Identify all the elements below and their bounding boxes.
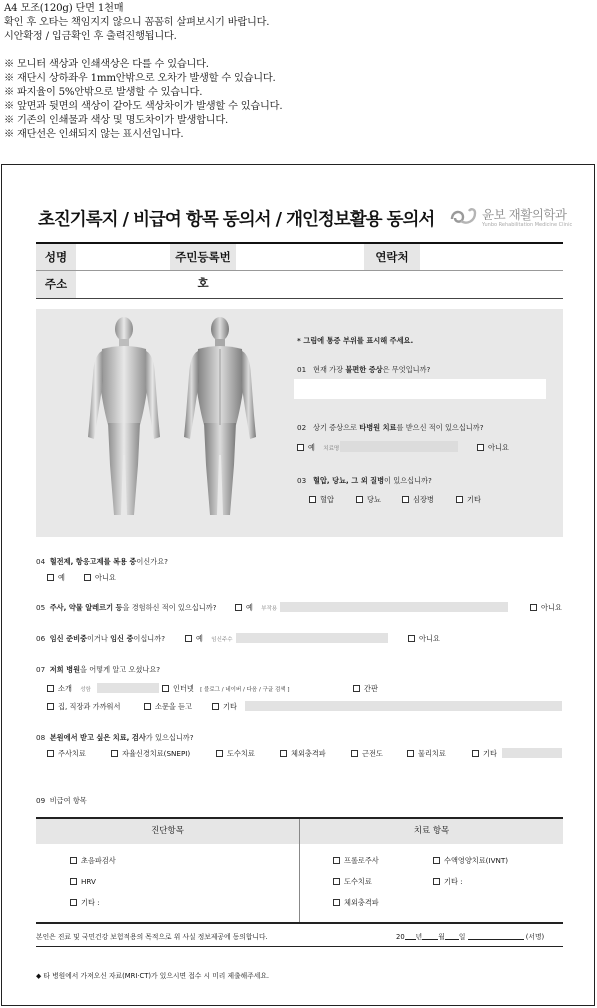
q07-internet-hint: [ 블로그 / 네이버 / 다음 / 구글 검색 ] [200, 687, 290, 693]
q07-etc-field[interactable] [245, 701, 562, 711]
q01-answer-field[interactable] [294, 379, 546, 399]
q03-number: 03 [297, 476, 307, 485]
checkbox[interactable] [408, 635, 415, 642]
q08-option-injection[interactable] [47, 749, 86, 759]
checkbox[interactable] [70, 878, 77, 885]
q07-etc-option[interactable] [212, 702, 237, 712]
diagnosis-header: 진단항목 [36, 819, 299, 844]
q07-number: 07 [36, 665, 46, 674]
q09-heading [36, 796, 87, 806]
q06-text-bold-1: 임신 준비중 [49, 634, 87, 643]
q03-question [297, 476, 432, 486]
q07-question [36, 665, 160, 675]
q02-hint: 치료명 [323, 446, 340, 452]
checkbox[interactable] [47, 750, 54, 757]
q04-yes-option[interactable] [47, 573, 65, 583]
checkbox[interactable] [47, 574, 54, 581]
q03-option-bp[interactable] [309, 495, 334, 505]
diagnosis-item[interactable] [70, 877, 96, 886]
q05-text-bold: 주사, 약물 알레르기 등 [49, 603, 123, 612]
pain-panel [36, 309, 563, 537]
treatment-item[interactable] [333, 856, 379, 866]
diagnosis-item[interactable] [70, 856, 116, 866]
q01-text-bold: 불편한 증상 [345, 365, 383, 374]
print-notes [4, 2, 282, 142]
checkbox[interactable] [70, 857, 77, 864]
option-label: 예 [58, 573, 65, 582]
clinic-logo-icon [449, 205, 479, 227]
q08-option-etc[interactable] [472, 749, 497, 759]
treatment-header: 치료 항목 [300, 819, 563, 844]
q05-no-option[interactable] [530, 603, 562, 613]
treatment-item[interactable] [433, 877, 463, 887]
option-label: 심장병 [413, 495, 434, 504]
q01-text-pre: 현재 가장 [313, 365, 346, 374]
option-label: 아니요 [541, 603, 562, 612]
footer-note: ◆ 타 병원에서 가져오신 자료(MRI·CT)가 있으시면 접수 시 미리 제출해주세요. [36, 972, 270, 980]
q09-title: 비급여 항목 [49, 796, 87, 805]
checkbox[interactable] [433, 878, 440, 885]
checkbox[interactable] [280, 750, 287, 757]
option-label: 아니요 [488, 443, 509, 452]
q07-signboard-option[interactable] [353, 684, 378, 694]
q08-text-bold: 본원에서 받고 싶은 치료, 검사 [49, 733, 146, 742]
q06-text-post: 이십니까? [133, 634, 166, 643]
q07-internet-option[interactable] [162, 684, 289, 694]
checkbox[interactable] [402, 496, 409, 503]
q02-question [297, 423, 484, 433]
option-label: 자율신경치료(SNEPI) [122, 749, 191, 758]
option-label: 집, 직장과 가까워서 [58, 702, 121, 711]
diagnosis-item[interactable] [70, 898, 100, 908]
checkbox[interactable] [216, 750, 223, 757]
panel-instruction: * 그림에 통증 부위를 표시해 주세요. [297, 336, 414, 345]
checkbox[interactable] [356, 496, 363, 503]
option-label: 도수치료 [227, 749, 255, 758]
signature-field[interactable] [468, 931, 524, 940]
q06-number: 06 [36, 634, 46, 643]
option-label: 아니요 [95, 573, 116, 582]
note-line: ※ 기존의 인쇄물과 색상 및 명도차이가 발생합니다. [4, 115, 229, 126]
option-label: 기타 [483, 749, 497, 758]
treatment-item[interactable] [433, 856, 508, 866]
option-label: 기타 : [81, 898, 100, 907]
q07-intro-name-field[interactable] [97, 683, 159, 693]
option-label: 프롤로주사 [344, 856, 379, 865]
q03-option-etc[interactable] [456, 495, 481, 505]
q06-no-option[interactable] [408, 634, 440, 644]
note-line: ※ 파지율이 5%안밖으로 발생할 수 있습니다. [4, 87, 203, 98]
q01-text-post: 은 무엇입니까? [382, 365, 431, 374]
sign-label: (서명) [525, 933, 545, 941]
q02-no-option[interactable] [477, 443, 509, 453]
q02-text-pre: 상기 증상으로 [313, 423, 360, 432]
q08-question [36, 733, 194, 743]
checkbox[interactable] [47, 703, 54, 710]
q04-text-post: 이신가요? [136, 557, 168, 566]
clinic-name: 윤보 재활의학과 [482, 207, 567, 222]
q08-option-manual[interactable] [216, 749, 255, 759]
option-label: 예 [246, 603, 253, 612]
treatment-item[interactable] [333, 877, 372, 887]
option-label: 체외충격파 [344, 898, 379, 907]
option-label: 소문을 듣고 [155, 702, 193, 711]
option-label: HRV [81, 877, 96, 886]
option-label: 인터넷 [173, 684, 194, 693]
option-label: 예 [308, 443, 315, 452]
q02-yes-option[interactable] [297, 443, 339, 453]
option-label: 혈압 [320, 495, 334, 504]
q07-intro-option[interactable] [47, 684, 91, 694]
q06-week-field[interactable] [236, 633, 388, 643]
option-label: 간판 [364, 684, 378, 693]
checkbox[interactable] [297, 444, 304, 451]
q03-text-post: 이 있으십니까? [384, 476, 432, 485]
rrn-label: 주민등록번호 [170, 244, 236, 270]
option-label: 수액영양치료(IVNT) [444, 856, 509, 865]
q07-text-bold: 저희 병원 [49, 665, 81, 674]
day-field[interactable] [445, 931, 459, 940]
consent-text: 본인은 진료 및 국민건강 보험적용의 목적으로 위 사실 정보제공에 동의합니다. [36, 933, 268, 941]
checkbox[interactable] [185, 635, 192, 642]
q05-hint: 부작용 [261, 606, 278, 612]
checkbox[interactable] [530, 604, 537, 611]
q03-option-heart[interactable] [402, 495, 434, 505]
option-label: 소개 [58, 684, 72, 693]
q04-question [36, 557, 168, 567]
year-label: 년 [415, 933, 423, 941]
q07-text-post: 을 어떻게 알고 오셨나요? [80, 665, 161, 674]
date-sign-line [396, 931, 544, 941]
q06-yes-option[interactable] [185, 634, 233, 644]
checkbox[interactable] [235, 604, 242, 611]
checkbox[interactable] [333, 878, 340, 885]
q04-no-option[interactable] [84, 573, 116, 583]
checkbox[interactable] [407, 750, 414, 757]
q07-near-option[interactable] [47, 702, 120, 712]
option-label: 기타 [223, 702, 237, 711]
consent-divider [36, 946, 563, 947]
q05-number: 05 [36, 603, 46, 612]
note-line: ※ 모니터 색상과 인쇄색상은 다를 수 있습니다. [4, 59, 209, 70]
q08-option-emg[interactable] [351, 749, 383, 759]
q09-number: 09 [36, 796, 46, 805]
q06-text-mid: 이거나 [86, 634, 111, 643]
note-line: 시안확정 / 입금확인 후 출력진행됩니다. [4, 31, 177, 42]
q06-hint: 임신주수 [211, 637, 233, 643]
checkbox[interactable] [47, 685, 54, 692]
date-prefix: 20 [396, 933, 405, 941]
checkbox[interactable] [162, 685, 169, 692]
q08-option-shockwave[interactable] [280, 749, 326, 759]
form-title: 초진기록지 / 비급여 항목 동의서 / 개인정보활용 동의서 [38, 210, 435, 230]
checkbox[interactable] [333, 899, 340, 906]
option-label: 초음파검사 [81, 856, 116, 865]
checkbox[interactable] [351, 750, 358, 757]
phone-label: 연락처 [364, 244, 420, 270]
q02-text-bold: 타병원 치료 [359, 423, 397, 432]
note-line: ※ 앞면과 뒷면의 색상이 같아도 색상차이가 발생할 수 있습니다. [4, 101, 283, 112]
info-row [36, 271, 563, 297]
q01-question [297, 365, 430, 375]
note-line: ※ 재단시 상하좌우 1mm안밖으로 오차가 발생할 수 있습니다. [4, 73, 276, 84]
patient-info-table [36, 242, 563, 299]
clinic-subtitle: Yunbo Rehabilitation Medicine Clinic [482, 222, 573, 228]
q02-number: 02 [297, 423, 307, 432]
q05-side-effect-field[interactable] [280, 602, 508, 612]
checkbox[interactable] [84, 574, 91, 581]
table-divider [299, 819, 300, 922]
q01-number: 01 [297, 365, 307, 374]
q07-rumor-option[interactable] [144, 702, 192, 712]
option-label: 도수치료 [344, 877, 372, 886]
day-label: 일 [458, 933, 466, 941]
checkbox[interactable] [309, 496, 316, 503]
checkbox[interactable] [353, 685, 360, 692]
checkbox[interactable] [333, 857, 340, 864]
q04-text-bold: 혈전제, 항응고제를 복용 중 [49, 557, 137, 566]
checkbox[interactable] [144, 703, 151, 710]
q02-text-post: 를 받으신 적이 있으십니까? [396, 423, 484, 432]
body-front-figure[interactable] [84, 315, 164, 523]
name-label: 성명 [36, 244, 76, 270]
q05-yes-option[interactable] [235, 603, 277, 613]
form-sheet [1, 164, 595, 1006]
checkbox[interactable] [472, 750, 479, 757]
month-label: 월 [438, 933, 445, 941]
checkbox[interactable] [456, 496, 463, 503]
q08-number: 08 [36, 733, 46, 742]
q02-treatment-field[interactable] [340, 441, 458, 452]
q04-number: 04 [36, 557, 46, 566]
body-back-figure[interactable] [180, 315, 260, 523]
checkbox[interactable] [433, 857, 440, 864]
treatment-item[interactable] [333, 898, 379, 908]
checkbox[interactable] [111, 750, 118, 757]
q06-text-bold-2: 임신 중 [110, 634, 134, 643]
q08-etc-field[interactable] [502, 748, 562, 758]
note-line: ※ 재단선은 인쇄되지 않는 표시선입니다. [4, 129, 184, 140]
option-label: 물리치료 [418, 749, 446, 758]
option-label: 당뇨 [367, 495, 381, 504]
non-covered-table [36, 817, 563, 924]
option-label: 예 [196, 634, 203, 643]
checkbox[interactable] [477, 444, 484, 451]
checkbox[interactable] [212, 703, 219, 710]
year-field[interactable] [405, 931, 416, 940]
q08-option-snepi[interactable] [111, 749, 190, 759]
q03-option-diabetes[interactable] [356, 495, 381, 505]
q05-question [36, 603, 216, 613]
q08-text-post: 가 있으십니까? [145, 733, 194, 742]
note-line: 확인 후 오타는 책임지지 않으니 꼼꼼히 살펴보시기 바랍니다. [4, 17, 270, 28]
q06-question [36, 634, 165, 644]
q08-option-physio[interactable] [407, 749, 446, 759]
note-line [4, 44, 282, 58]
month-field[interactable] [422, 931, 438, 940]
address-label: 주소 [36, 271, 76, 298]
option-label: 기타 [467, 495, 481, 504]
option-label: 주사치료 [58, 749, 86, 758]
option-label: 아니요 [419, 634, 440, 643]
q05-text-post: 을 경험하신 적이 있으십니까? [122, 603, 217, 612]
note-line: A4 모조(120g) 단면 1천매 [4, 3, 124, 14]
q03-text-bold: 혈압, 당뇨, 그 외 질병 [313, 476, 385, 485]
option-label: 체외충격파 [291, 749, 326, 758]
checkbox[interactable] [70, 899, 77, 906]
q07-intro-hint: 성함 [80, 687, 91, 693]
clinic-logo [449, 205, 573, 231]
option-label: 근전도 [362, 749, 383, 758]
option-label: 기타 : [444, 877, 463, 886]
